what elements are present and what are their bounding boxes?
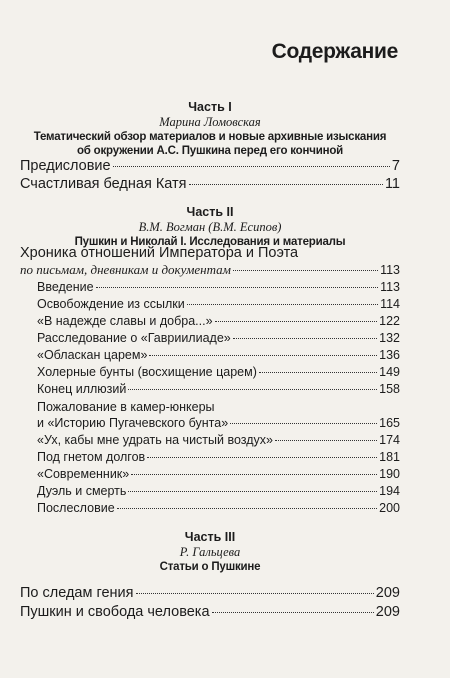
toc-entry-page: 190 [379, 467, 400, 481]
toc-entry-page: 113 [380, 280, 400, 294]
toc-entry-title: Счастливая бедная Катя [20, 176, 187, 192]
toc-entry-page: 149 [379, 365, 400, 379]
toc-entry-page: 136 [379, 348, 400, 362]
toc-entry-title: Введение [37, 280, 94, 294]
toc-entry-title: «Обласкан царем» [37, 348, 148, 362]
leader-dots [187, 304, 378, 305]
toc-entry[interactable] [37, 297, 400, 311]
toc-entry[interactable] [37, 501, 400, 515]
toc-entry-page: 209 [375, 604, 400, 620]
toc-entry-title: Конец иллюзий [37, 382, 127, 396]
toc-entry-title: Дуэль и смерть [37, 484, 127, 498]
toc-entry[interactable] [37, 314, 400, 328]
leader-dots [128, 389, 377, 390]
toc-entry[interactable] [37, 433, 400, 447]
toc-entry-page: 181 [379, 450, 400, 464]
leader-dots [96, 287, 378, 288]
toc-entry[interactable] [37, 348, 400, 362]
toc-entry-page: 132 [379, 331, 400, 345]
toc-entry[interactable] [37, 484, 400, 498]
toc-entry-page: 174 [379, 433, 400, 447]
toc-entry-page: 113 [380, 263, 400, 277]
part-subtitle: Пушкин и Николай I. Исследования и материалы [74, 236, 346, 248]
leader-dots [189, 184, 383, 185]
toc-entry-title: По следам гения [20, 585, 134, 601]
leader-dots [233, 338, 377, 339]
toc-entry-page: 11 [384, 176, 400, 192]
toc-entry[interactable] [20, 159, 400, 173]
toc-entry[interactable] [37, 450, 400, 464]
leader-dots [259, 372, 377, 373]
toc-entry-title: и «Историю Пугачевского бунта» [37, 416, 229, 430]
toc-entry-title: Расследование о «Гавриилиаде» [37, 331, 231, 345]
toc-entry-page: 200 [379, 501, 400, 515]
part-subtitle: Тематический обзор материалов и новые архивные изыскания [33, 131, 387, 143]
leader-dots [149, 355, 377, 356]
part-1-header [20, 100, 400, 158]
leader-dots [131, 474, 377, 475]
toc-entry-title: Пушкин и свобода человека [20, 604, 210, 620]
leader-dots [233, 270, 378, 271]
toc-entry[interactable] [37, 467, 400, 481]
toc-entry-page: 165 [379, 416, 400, 430]
part-subtitle: Статьи о Пушкине [159, 561, 261, 573]
leader-dots [147, 457, 377, 458]
leader-dots [215, 321, 378, 322]
toc-entry-title: Послесловие [37, 501, 115, 515]
toc-entry-page: 122 [379, 314, 400, 328]
part-label: Часть III [184, 530, 236, 544]
toc-entry-page: 7 [391, 158, 400, 174]
section-subtitle: по письмам, дневникам и документам [20, 262, 231, 277]
toc-entry-title: Холерные бунты (восхищение царем) [37, 365, 257, 379]
toc-entry[interactable] [37, 280, 400, 294]
section-title: Хроника отношений Императора и Поэта [20, 245, 299, 261]
toc-entry-title[interactable]: Пожалование в камер-юнкеры [37, 400, 215, 414]
toc-entry[interactable] [37, 416, 400, 430]
part-subtitle: об окружении А.С. Пушкина перед его кончиной [76, 145, 344, 157]
page-title: Содержание [271, 40, 398, 63]
leader-dots [212, 612, 374, 613]
toc-entry[interactable] [20, 177, 400, 191]
part-author: Р. Гальцева [179, 545, 241, 559]
part-2-header [20, 205, 400, 249]
toc-entry-page: 158 [379, 382, 400, 396]
toc-entry-title: «Современник» [37, 467, 130, 481]
leader-dots [113, 166, 390, 167]
part-label: Часть II [186, 205, 234, 219]
toc-entry[interactable] [20, 263, 400, 277]
leader-dots [128, 491, 377, 492]
toc-entry-page: 209 [375, 585, 400, 601]
leader-dots [136, 593, 374, 594]
leader-dots [117, 508, 377, 509]
part-3-header [20, 530, 400, 574]
toc-entry[interactable] [37, 382, 400, 396]
toc-entry[interactable] [20, 586, 400, 600]
part-label: Часть I [188, 100, 232, 114]
toc-entry-title: Освобождение из ссылки [37, 297, 185, 311]
toc-entry[interactable] [37, 365, 400, 379]
part-author: В.М. Вогман (В.М. Есипов) [138, 220, 282, 234]
toc-entry-title: Под гнетом долгов [37, 450, 146, 464]
toc-entry-page: 114 [380, 297, 400, 311]
leader-dots [230, 423, 377, 424]
leader-dots [275, 440, 377, 441]
toc-entry-title: «В надежде славы и добра...» [37, 314, 213, 328]
toc-entry-title: «Ух, кабы мне удрать на чистый воздух» [37, 433, 273, 447]
part-author: Марина Ломовская [159, 115, 261, 129]
toc-entry[interactable] [20, 605, 400, 619]
toc-entry-title: Предисловие [20, 158, 111, 174]
toc-entry-page: 194 [379, 484, 400, 498]
toc-entry[interactable] [37, 331, 400, 345]
